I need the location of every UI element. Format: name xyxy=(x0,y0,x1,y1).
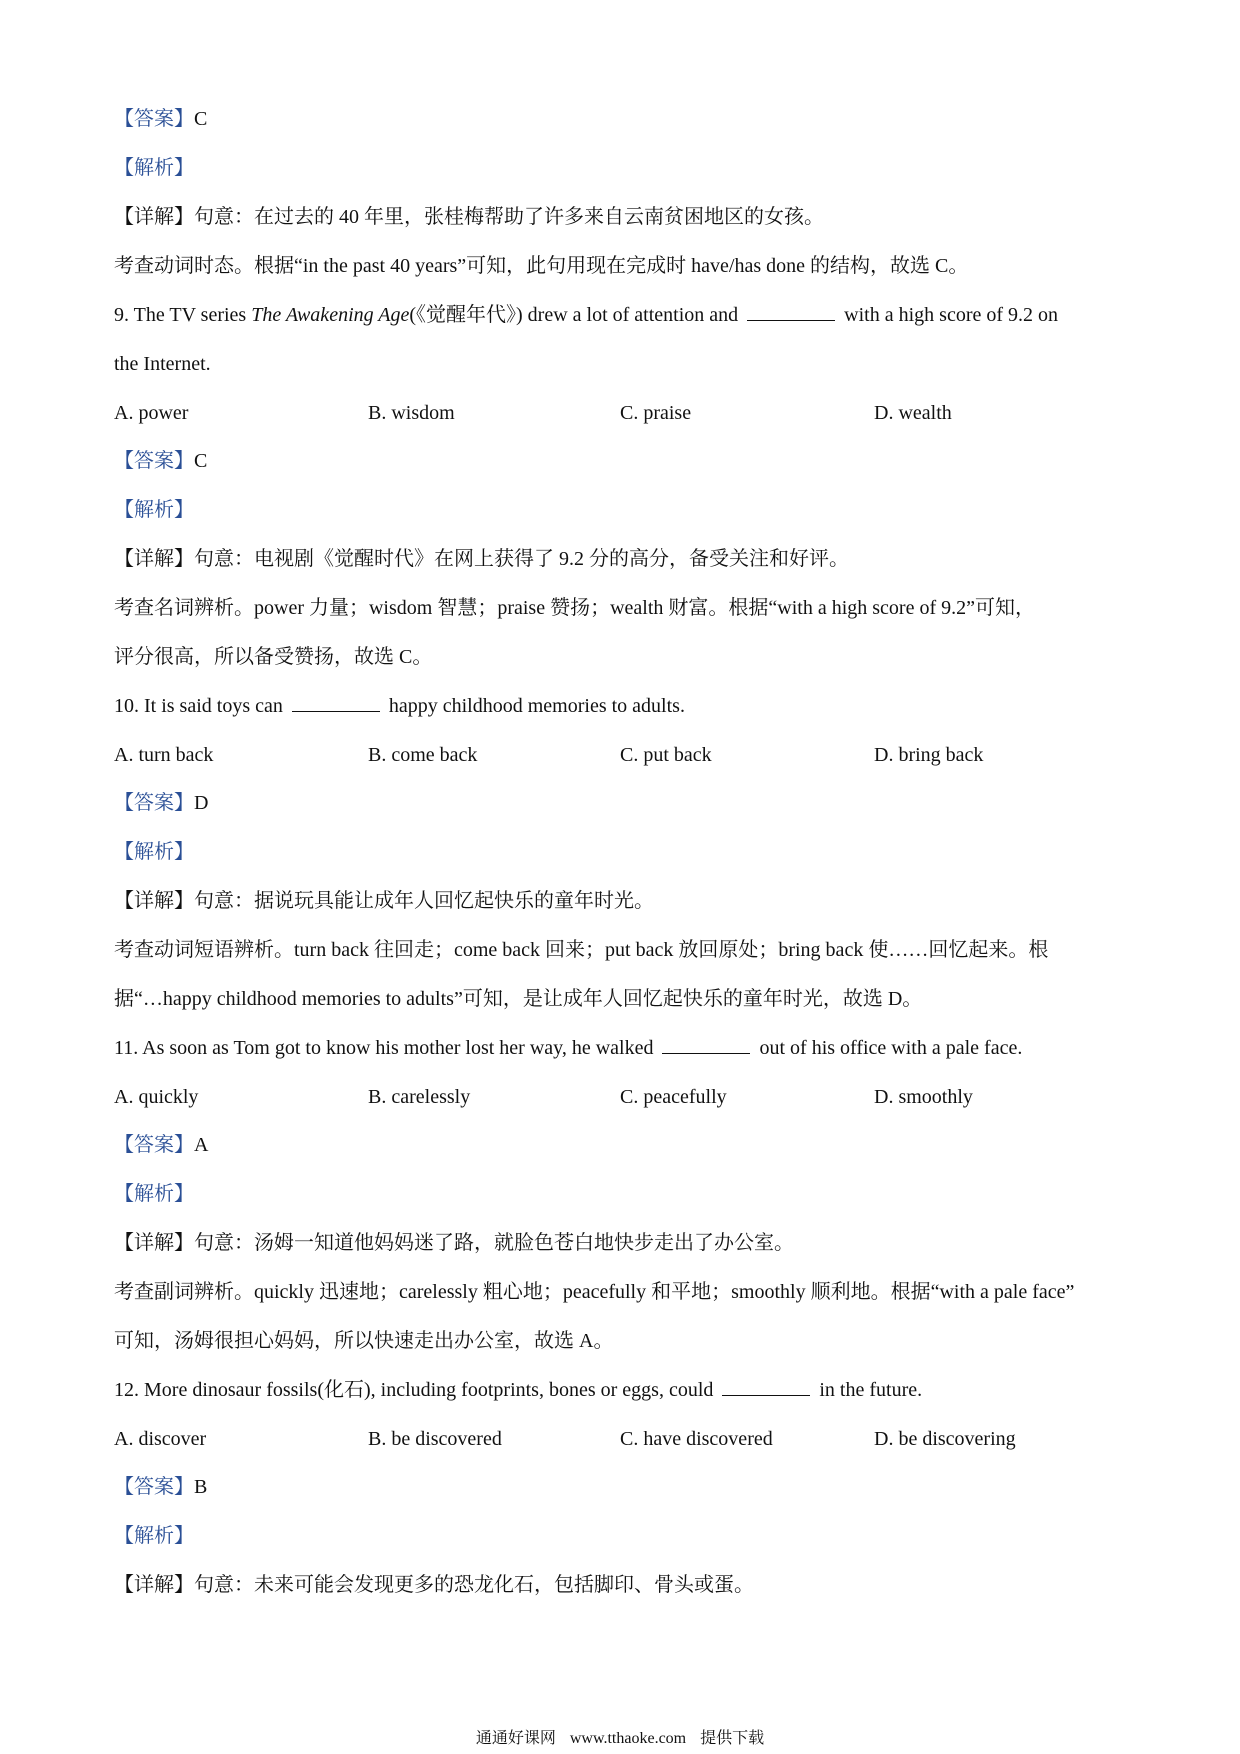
detail-line xyxy=(114,1230,1130,1256)
detail-line xyxy=(114,204,1130,230)
detail-tag: 【详解】 xyxy=(114,1232,194,1254)
answer-value: C xyxy=(194,450,208,472)
analysis-line xyxy=(114,1181,1130,1207)
option-c: C. have discovered xyxy=(620,1428,773,1450)
detail-text: 句意：在过去的 40 年里，张桂梅帮助了许多来自云南贫困地区的女孩。 xyxy=(194,206,824,228)
option-a: A. power xyxy=(114,402,189,424)
option-d: D. smoothly xyxy=(874,1086,973,1108)
detail-line xyxy=(114,1572,1130,1598)
option-a: A. discover xyxy=(114,1428,207,1450)
answer-tag: 【答案】 xyxy=(114,1476,194,1498)
detail-tag: 【详解】 xyxy=(114,890,194,912)
question-10 xyxy=(114,693,1130,719)
question-text: 9. The TV series xyxy=(114,304,252,326)
answer-blank xyxy=(292,693,380,712)
answer-value: D xyxy=(194,792,209,814)
option-d: D. wealth xyxy=(874,402,952,424)
analysis-line xyxy=(114,1523,1130,1549)
detail-line xyxy=(114,888,1130,914)
question-text: out of his office with a pale face. xyxy=(754,1037,1023,1059)
answer-line xyxy=(114,790,1130,816)
option-a: A. quickly xyxy=(114,1086,199,1108)
analysis-tag: 【解析】 xyxy=(114,841,194,863)
answer-value: A xyxy=(194,1134,209,1156)
option-b: B. come back xyxy=(368,744,478,766)
question-text: 12. More dinosaur fossils(化石), including footprints, bones or eggs, could xyxy=(114,1379,719,1401)
option-d: D. be discovering xyxy=(874,1428,1016,1450)
analysis-line xyxy=(114,497,1130,523)
answer-blank xyxy=(662,1035,750,1054)
question-11 xyxy=(114,1035,1130,1061)
analysis-line xyxy=(114,155,1130,181)
option-c: C. put back xyxy=(620,744,712,766)
explanation-text: 考查名词辨析。power 力量；wisdom 智慧；praise 赞扬；wealth 财富。根据“with a high score of 9.2”可知， xyxy=(114,597,1035,619)
question-text: in the future. xyxy=(814,1379,923,1401)
analysis-tag: 【解析】 xyxy=(114,1183,194,1205)
detail-line xyxy=(114,546,1130,572)
options-row xyxy=(114,400,1124,426)
option-c: C. praise xyxy=(620,402,692,424)
detail-tag: 【详解】 xyxy=(114,548,194,570)
question-text: (《觉醒年代》) drew a lot of attention and xyxy=(409,304,744,326)
analysis-tag: 【解析】 xyxy=(114,499,194,521)
answer-line xyxy=(114,1474,1130,1500)
question-text: happy childhood memories to adults. xyxy=(383,695,685,717)
detail-text: 句意：未来可能会发现更多的恐龙化石，包括脚印、骨头或蛋。 xyxy=(194,1574,754,1596)
explanation-text: 考查动词时态。根据“in the past 40 years”可知，此句用现在完成时 have/has done 的结构，故选 C。 xyxy=(114,255,969,277)
options-row xyxy=(114,742,1124,768)
explanation-text: 评分很高，所以备受赞扬，故选 C。 xyxy=(114,646,433,668)
answer-tag: 【答案】 xyxy=(114,1134,194,1156)
option-c: C. peacefully xyxy=(620,1086,727,1108)
question-continuation: the Internet. xyxy=(114,353,211,375)
answer-value: C xyxy=(194,108,208,130)
detail-text: 句意：汤姆一知道他妈妈迷了路，就脸色苍白地快步走出了办公室。 xyxy=(194,1232,794,1254)
answer-blank xyxy=(722,1377,810,1396)
options-row xyxy=(114,1426,1124,1452)
page-footer xyxy=(0,1729,1240,1749)
question-text: with a high score of 9.2 on xyxy=(839,304,1059,326)
option-d: D. bring back xyxy=(874,744,984,766)
option-b: B. carelessly xyxy=(368,1086,471,1108)
detail-tag: 【详解】 xyxy=(114,206,194,228)
answer-tag: 【答案】 xyxy=(114,792,194,814)
explanation-text: 考查动词短语辨析。turn back 往回走；come back 回来；put back 放回原处；bring back 使……回忆起来。根 xyxy=(114,939,1049,961)
italic-title: The Awakening Age xyxy=(251,304,410,326)
explanation-text: 可知，汤姆很担心妈妈，所以快速走出办公室，故选 A。 xyxy=(114,1330,614,1352)
answer-tag: 【答案】 xyxy=(114,108,194,130)
explanation-text: 据“…happy childhood memories to adults”可知，是让成年人回忆起快乐的童年时光，故选 D。 xyxy=(114,988,923,1010)
question-12 xyxy=(114,1377,1130,1403)
answer-line xyxy=(114,448,1130,474)
analysis-tag: 【解析】 xyxy=(114,157,194,179)
footer-site-name: 通通好课网 xyxy=(475,1730,556,1747)
answer-blank xyxy=(747,302,835,321)
question-text: 11. As soon as Tom got to know his mother lost her way, he walked xyxy=(114,1037,659,1059)
analysis-tag: 【解析】 xyxy=(114,1525,194,1547)
option-b: B. be discovered xyxy=(368,1428,502,1450)
answer-line xyxy=(114,106,1130,132)
detail-tag: 【详解】 xyxy=(114,1574,194,1596)
options-row xyxy=(114,1084,1124,1110)
answer-tag: 【答案】 xyxy=(114,450,194,472)
footer-note: 提供下载 xyxy=(700,1730,765,1747)
detail-text: 句意：据说玩具能让成年人回忆起快乐的童年时光。 xyxy=(194,890,654,912)
option-b: B. wisdom xyxy=(368,402,455,424)
footer-url[interactable]: www.tthaoke.com xyxy=(569,1730,687,1747)
question-9 xyxy=(114,302,1130,328)
option-a: A. turn back xyxy=(114,744,214,766)
answer-line xyxy=(114,1132,1130,1158)
detail-text: 句意：电视剧《觉醒时代》在网上获得了 9.2 分的高分，备受关注和好评。 xyxy=(194,548,849,570)
explanation-text: 考查副词辨析。quickly 迅速地；carelessly 粗心地；peacefully 和平地；smoothly 顺利地。根据“with a pale face” xyxy=(114,1281,1075,1303)
answer-value: B xyxy=(194,1476,208,1498)
analysis-line xyxy=(114,839,1130,865)
question-text: 10. It is said toys can xyxy=(114,695,288,717)
